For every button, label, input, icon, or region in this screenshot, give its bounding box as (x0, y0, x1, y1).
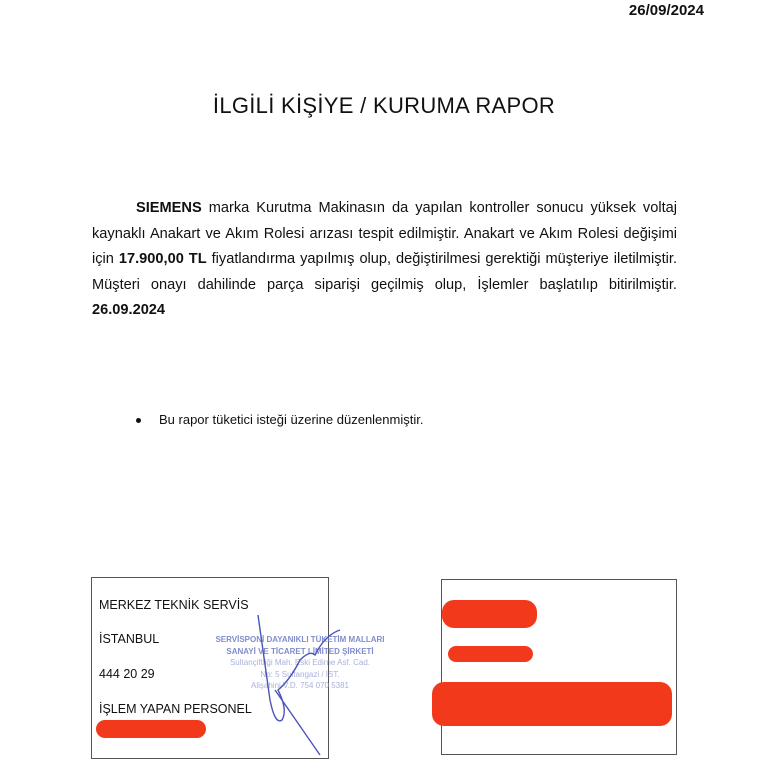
report-date: 26/09/2024 (628, 2, 704, 19)
signature-icon (230, 610, 350, 760)
staff-label: İŞLEM YAPAN PERSONEL (99, 702, 252, 716)
redaction (432, 682, 672, 726)
service-phone: 444 20 29 (99, 667, 155, 681)
bullet-icon (136, 418, 141, 423)
redaction (442, 600, 537, 628)
body-text-2: fiyatlandırma yapılmış olup, değiştirilmesi gerektiği müşteriye iletilmiştir. Müşteri onayı dahilinde parça siparişi geçilmiş olup, İşlemler başlatılıp bitirilmiştir. (92, 251, 677, 293)
body-text-1: marka Kurutma Makinasın da yapılan kontroller sonucu yüksek voltaj kaynaklı Anakart ve Akım Rolesi arızası tespit edilmiştir. Anakart ve Akım Rolesi değişimi için (92, 200, 677, 267)
page-title: İLGİLİ KİŞİYE / KURUMA RAPOR (212, 93, 556, 118)
brand-name: SIEMENS (136, 200, 202, 216)
redaction (96, 720, 206, 738)
stamp-line: No: 5 Sultangazi / İST. (260, 669, 340, 679)
note-text: Bu rapor tüketici isteği üzerine düzenlenmiştir. (159, 412, 424, 427)
report-body (92, 196, 677, 324)
price: 17.900,00 TL (118, 251, 207, 267)
redaction (448, 646, 533, 662)
stamp-line: SANAYİ VE TİCARET LİMİTED ŞİRKETİ (226, 646, 374, 656)
service-city: İSTANBUL (99, 632, 160, 646)
stamp-line: SERVİSPONİ DAYANIKLI TÜKETİM MALLARI (215, 635, 385, 644)
customer-box (441, 579, 677, 755)
body-date: 26.09.2024 (92, 302, 166, 318)
stamp-line: Sultançiftliği Mah. Eski Edirne Asf. Cad. (229, 658, 371, 667)
note-item (136, 412, 423, 427)
stamp-line: Alişahini V.D. 754 070 5381 (251, 681, 349, 690)
service-name: MERKEZ TEKNİK SERVİS (99, 598, 249, 612)
